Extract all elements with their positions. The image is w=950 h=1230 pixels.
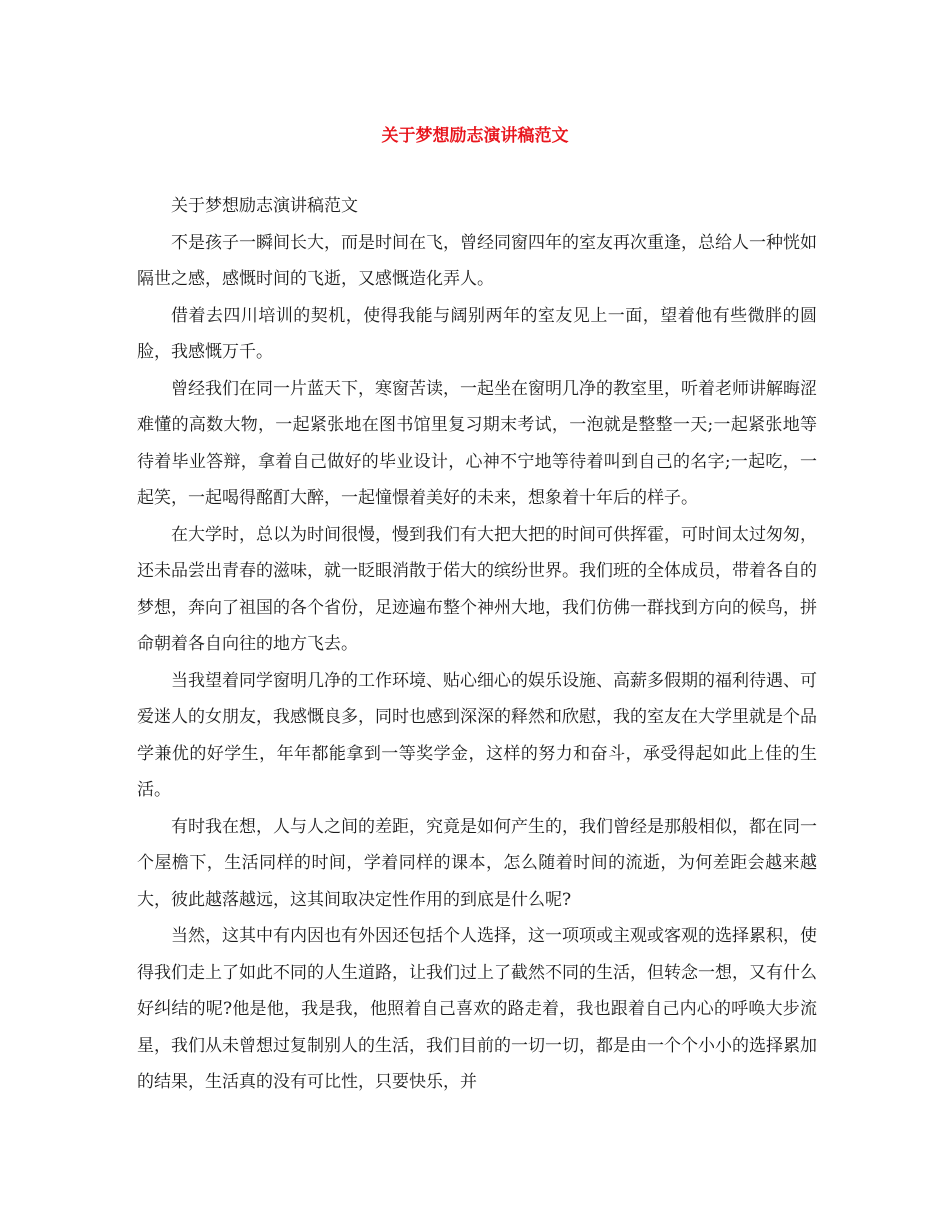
paragraph: 当我望着同学窗明几净的工作环境、贴心细心的娱乐设施、高薪多假期的福利待遇、可爱迷人的女朋友，我感慨良多，同时也感到深深的释然和欣慰，我的室友在大学里就是个品学兼优的好学生，年年都能拿到一等奖学金，这样的努力和奋斗，承受得起如此上佳的生活。 <box>137 670 817 800</box>
paragraph: 当然，这其中有内因也有外因还包括个人选择，这一项项或主观或客观的选择累积，使得我们走上了如此不同的人生道路，让我们过上了截然不同的生活，但转念一想，又有什么好纠结的呢?他是他，我是我，他照着自己喜欢的路走着，我也跟着自己内心的呼唤大步流星，我们从未曾想过复制别人的生活，我们目前的一切一切，都是由一个个小小的选择累加的结果，生活真的没有可比性，只要快乐，并 <box>137 926 817 1092</box>
paragraph: 在大学时，总以为时间很慢，慢到我们有大把大把的时间可供挥霍，可时间太过匆匆，还未品尝出青春的滋味，就一眨眼消散于偌大的缤纷世界。我们班的全体成员，带着各自的梦想，奔向了祖国的各个省份，足迹遍布整个神州大地，我们仿佛一群找到方向的候鸟，拼命朝着各自向往的地方飞去。 <box>137 524 817 654</box>
paragraph: 有时我在想，人与人之间的差距，究竟是如何产生的，我们曾经是那般相似，都在同一个屋檐下，生活同样的时间，学着同样的课本，怎么随着时间的流逝，为何差距会越来越大，彼此越落越远，这其间取决定性作用的到底是什么呢? <box>137 816 817 910</box>
paragraph: 不是孩子一瞬间长大，而是时间在飞，曾经同窗四年的室友再次重逢，总给人一种恍如隔世之感，感慨时间的飞逝，又感慨造化弄人。 <box>137 232 817 289</box>
paragraph: 曾经我们在同一片蓝天下，寒窗苦读，一起坐在窗明几净的教室里，听着老师讲解晦涩难懂的高数大物，一起紧张地在图书馆里复习期末考试，一泡就是整整一天;一起紧张地等待着毕业答辩，拿着自己做好的毕业设计，心神不宁地等待着叫到自己的名字;一起吃，一起笑，一起喝得酩酊大醉，一起憧憬着美好的未来，想象着十年后的样子。 <box>137 378 817 508</box>
document-title: 关于梦想励志演讲稿范文 <box>381 126 569 146</box>
paragraph: 借着去四川培训的契机，使得我能与阔别两年的室友见上一面，望着他有些微胖的圆脸，我感慨万千。 <box>137 305 817 362</box>
document-body <box>137 188 817 1101</box>
paragraph-subtitle: 关于梦想励志演讲稿范文 <box>171 196 358 216</box>
